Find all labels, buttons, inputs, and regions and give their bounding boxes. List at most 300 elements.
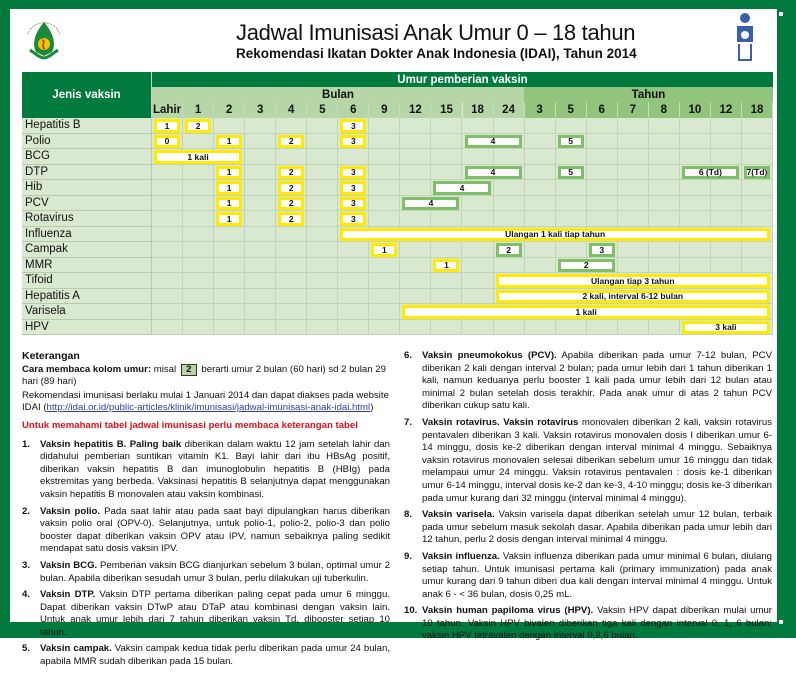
note-item bbox=[22, 560, 390, 585]
note-number: 8. bbox=[404, 509, 413, 521]
grid-cell bbox=[680, 149, 711, 165]
dose-marker: 1 bbox=[216, 166, 242, 180]
grid-cell bbox=[400, 180, 431, 196]
grid-cell bbox=[369, 320, 400, 336]
note-text: Vaksin hepatitis B. Paling baik diberikan dalam waktu 12 jam setelah lahir dan didahului pemberian suntikan vitamin K1. Bayi lahir dari ibu HBsAg positif, diberikan vaksin hepatitis B dan imunoglobulin hepatitis B (HBIg) pada ekstremitas yang berbeda. Vaksinasi hepatitis B selanjutnya dapat menggunakan vaksin hepatitis B monovalen atau vaksin kombinasi. bbox=[40, 438, 390, 500]
column-header: 18 bbox=[463, 102, 494, 118]
grid-cell bbox=[494, 149, 525, 165]
grid-cell bbox=[400, 118, 431, 134]
grid-cell bbox=[307, 196, 338, 212]
grid-cell bbox=[556, 211, 587, 227]
grid-cell bbox=[431, 149, 462, 165]
grid-cell bbox=[276, 227, 307, 243]
grid-cell bbox=[711, 196, 742, 212]
grid-cell bbox=[618, 149, 649, 165]
column-header: 6 bbox=[338, 102, 369, 118]
grid-cell bbox=[618, 242, 649, 258]
page-title: Jadwal Imunisasi Anak Umur 0 – 18 tahun bbox=[236, 20, 636, 45]
grid-cell bbox=[307, 242, 338, 258]
frame-top bbox=[0, 0, 796, 9]
grid-cell bbox=[711, 134, 742, 150]
grid-cell bbox=[276, 242, 307, 258]
read-instructions bbox=[22, 364, 390, 389]
vaccine-name: PCV bbox=[22, 196, 152, 212]
grid-cell bbox=[276, 289, 307, 305]
grid-cell bbox=[183, 180, 214, 196]
grid-cell bbox=[680, 180, 711, 196]
grid-cell bbox=[214, 304, 245, 320]
page-subtitle: Rekomendasi Ikatan Dokter Anak Indonesia (IDAI), Tahun 2014 bbox=[236, 46, 637, 61]
dose-marker: 3 kali bbox=[682, 321, 770, 335]
grid-cell bbox=[618, 165, 649, 181]
grid-cell bbox=[742, 149, 773, 165]
dose-marker: 2 bbox=[185, 119, 211, 133]
grid-cell bbox=[245, 304, 276, 320]
grid-cell bbox=[587, 149, 618, 165]
note-number: 10. bbox=[404, 605, 418, 617]
grid-cell bbox=[152, 165, 183, 181]
grid-cell bbox=[152, 227, 183, 243]
vaccine-name: Hib bbox=[22, 180, 152, 196]
grid-cell bbox=[152, 211, 183, 227]
grid-cell bbox=[587, 165, 618, 181]
vaccine-name: DTP bbox=[22, 165, 152, 181]
column-header: 12 bbox=[400, 102, 431, 118]
column-header: 3 bbox=[245, 102, 276, 118]
dose-marker: 1 bbox=[216, 197, 242, 211]
grid-cell bbox=[525, 134, 556, 150]
dose-marker: 3 bbox=[340, 166, 366, 180]
grid-cell bbox=[525, 320, 556, 336]
grid-cell bbox=[369, 273, 400, 289]
grid-cell bbox=[183, 320, 214, 336]
column-header: 8 bbox=[649, 102, 680, 118]
grid-cell bbox=[556, 320, 587, 336]
grid-cell bbox=[742, 242, 773, 258]
dose-marker: 4 bbox=[402, 197, 459, 211]
dose-marker: 3 bbox=[340, 135, 366, 149]
grid-cell bbox=[245, 320, 276, 336]
grid-cell bbox=[338, 320, 369, 336]
grid-cell bbox=[307, 134, 338, 150]
grid-cell bbox=[680, 258, 711, 274]
grid-cell bbox=[276, 304, 307, 320]
read-pre: misal bbox=[151, 363, 179, 375]
column-header: 3 bbox=[525, 102, 556, 118]
grid-cell bbox=[431, 165, 462, 181]
column-header: 1 bbox=[183, 102, 214, 118]
grid-cell bbox=[214, 258, 245, 274]
grid-cell bbox=[494, 180, 525, 196]
dose-marker: 3 bbox=[340, 181, 366, 195]
rec-close: ) bbox=[370, 402, 374, 414]
grid-cell bbox=[431, 118, 462, 134]
notes-right-column bbox=[404, 350, 772, 647]
idai-logo-icon bbox=[20, 14, 68, 62]
note-number: 5. bbox=[22, 643, 31, 655]
grid-cell bbox=[245, 149, 276, 165]
dose-marker: Ulangan tiap 3 tahun bbox=[496, 274, 770, 288]
dose-marker: 5 bbox=[558, 166, 584, 180]
grid-cell bbox=[338, 149, 369, 165]
grid-cell bbox=[245, 165, 276, 181]
grid-cell bbox=[742, 196, 773, 212]
grid-cell bbox=[307, 227, 338, 243]
note-item bbox=[404, 509, 772, 547]
grid-cell bbox=[525, 165, 556, 181]
grid-cell bbox=[183, 196, 214, 212]
grid-cell bbox=[649, 149, 680, 165]
note-item bbox=[22, 506, 390, 556]
column-header: 2 bbox=[214, 102, 245, 118]
grid-cell bbox=[152, 258, 183, 274]
grid-cell bbox=[556, 242, 587, 258]
grid-cell bbox=[431, 211, 462, 227]
grid-cell bbox=[276, 149, 307, 165]
grid-cell bbox=[214, 273, 245, 289]
grid-cell bbox=[618, 134, 649, 150]
frame-left bbox=[0, 0, 10, 638]
dose-marker: 5 bbox=[558, 135, 584, 149]
grid-cell bbox=[214, 320, 245, 336]
grid-cell bbox=[183, 273, 214, 289]
grid-cell bbox=[618, 118, 649, 134]
column-header: 5 bbox=[556, 102, 587, 118]
grid-cell bbox=[711, 211, 742, 227]
grid-cell bbox=[618, 258, 649, 274]
vaccine-name: Hepatitis B bbox=[22, 118, 152, 134]
grid-cell bbox=[214, 242, 245, 258]
vaccine-name: Polio bbox=[22, 134, 152, 150]
grid-cell bbox=[245, 180, 276, 196]
dose-marker: 3 bbox=[340, 197, 366, 211]
note-text: Vaksin rotavirus. Vaksin rotavirus monovalen diberikan 2 kali, vaksin rotavirus pentavalen diberikan 3 kali. Vaksin rotavirus monovalen dosis I diberikan umur 6-14 minggu, dosis ke-2 diberikan dengan interval minimal 4 minggu. Sebaiknya vaksin rotavirus monovalen selesai diberikan sebelum umur 16 minggu dan tidak melampaui umur 24 minggu. Vaksin rotavirus pentavalen : dosis ke-1 diberikan umur 6-14 minggu, interval dosis ke-2 dan ke-3, 4-10 minggu; dosis ke-3 diberikan pada umur kurang dari 32 minggu (interval minimal 4 minggu). bbox=[422, 416, 772, 504]
grid-cell bbox=[680, 118, 711, 134]
note-number: 1. bbox=[22, 438, 31, 450]
dose-marker: 2 bbox=[278, 197, 304, 211]
warning-note: Untuk memahami tabel jadwal imunisasi perlu membaca keterangan tabel bbox=[22, 419, 358, 431]
grid-cell bbox=[152, 180, 183, 196]
note-text: Vaksin influenza. Vaksin influenza diberikan pada umur minimal 6 bulan, diulang setiap tahun. Untuk imunisasi pertama kali (primary immunization) pada anak umur kurang dari 9 tahun diberi dua kali dengan interval minimal 4 minggu. Untuk anak 6 - < 36 bulan, dosis 0,25 mL. bbox=[422, 550, 773, 600]
grid-cell bbox=[338, 304, 369, 320]
rec-text: Rekomendasi imunisasi berlaku mulai 1 Januari 2014 dan dapat diakses pada website IDAI ( bbox=[22, 389, 389, 414]
note-number: 9. bbox=[404, 550, 413, 562]
grid-cell bbox=[587, 180, 618, 196]
note-text: Vaksin DTP. Vaksin DTP pertama diberikan paling cepat pada umur 6 minggu. Dapat diberikan vaksin DTwP atau DTaP atau kombinasi dengan vaksin lain. Untuk anak umur lebih dari 7 tahun diberikan vaksin Td, dibooster setiap 10 tahun. bbox=[40, 589, 390, 638]
grid-cell bbox=[742, 134, 773, 150]
grid-cell bbox=[431, 273, 462, 289]
grid-cell bbox=[618, 211, 649, 227]
grid-cell bbox=[307, 180, 338, 196]
grid-cell bbox=[338, 289, 369, 305]
grid-cell bbox=[183, 289, 214, 305]
months-group-header: Bulan bbox=[152, 87, 524, 102]
grid-cell bbox=[649, 165, 680, 181]
vaccine-name: MMR bbox=[22, 258, 152, 274]
grid-cell bbox=[307, 165, 338, 181]
grid-cell bbox=[711, 258, 742, 274]
note-text: Vaksin BCG. Pemberian vaksin BCG dianjurkan sebelum 3 bulan, optimal umur 2 bulan. Apabila diberikan sesudah umur 3 bulan, perlu dilakukan uji tuberkulin. bbox=[40, 559, 390, 584]
grid-cell bbox=[649, 180, 680, 196]
grid-cell bbox=[711, 180, 742, 196]
grid-cell bbox=[183, 211, 214, 227]
grid-cell bbox=[245, 196, 276, 212]
column-header: 5 bbox=[307, 102, 338, 118]
grid-cell bbox=[711, 149, 742, 165]
dose-marker: 6 (Td) bbox=[682, 166, 739, 180]
grid-cell bbox=[245, 211, 276, 227]
grid-cell bbox=[494, 258, 525, 274]
note-number: 7. bbox=[404, 416, 413, 428]
grid-cell bbox=[618, 196, 649, 212]
grid-cell bbox=[307, 289, 338, 305]
grid-cell bbox=[463, 258, 494, 274]
grid-cell bbox=[400, 242, 431, 258]
grid-cell bbox=[369, 134, 400, 150]
vaccine-name: Varisela bbox=[22, 304, 152, 320]
grid-cell bbox=[463, 118, 494, 134]
note-number: 4. bbox=[22, 589, 31, 601]
dose-marker: 4 bbox=[465, 166, 522, 180]
grid-cell bbox=[431, 289, 462, 305]
grid-cell bbox=[183, 227, 214, 243]
column-header: 6 bbox=[587, 102, 618, 118]
note-item bbox=[404, 605, 772, 643]
grid-cell bbox=[276, 320, 307, 336]
grid-cell bbox=[245, 134, 276, 150]
grid-cell bbox=[183, 304, 214, 320]
grid-cell bbox=[369, 165, 400, 181]
grid-cell bbox=[400, 211, 431, 227]
grid-cell bbox=[680, 242, 711, 258]
corner-mark bbox=[13, 12, 17, 16]
grid-cell bbox=[494, 320, 525, 336]
grid-cell bbox=[369, 258, 400, 274]
dose-marker: 1 bbox=[216, 135, 242, 149]
grid-cell bbox=[463, 211, 494, 227]
frame-right bbox=[777, 0, 796, 638]
note-text: Vaksin human papiloma virus (HPV). Vaksin HPV dapat diberikan mulai umur 10 tahun. Vaksin HPV bivalen diberikan tiga kali dengan interval 0, 1, 6 bulan; vaksin HPV tetravalen dengan interval 0,2,6 bulan. bbox=[422, 605, 772, 642]
grid-cell bbox=[400, 320, 431, 336]
column-header: Lahir bbox=[152, 104, 182, 116]
grid-cell bbox=[525, 258, 556, 274]
grid-cell bbox=[525, 180, 556, 196]
grid-cell bbox=[556, 196, 587, 212]
grid-cell bbox=[649, 134, 680, 150]
grid-cell bbox=[245, 227, 276, 243]
recommendation-text bbox=[22, 390, 390, 415]
grid-cell bbox=[245, 118, 276, 134]
grid-cell bbox=[245, 289, 276, 305]
grid-cell bbox=[711, 118, 742, 134]
grid-cell bbox=[369, 149, 400, 165]
dose-marker: 1 bbox=[216, 181, 242, 195]
read-label: Cara membaca kolom umur: bbox=[22, 363, 152, 375]
grid-cell bbox=[369, 304, 400, 320]
dose-marker: 7(Td) bbox=[744, 166, 770, 180]
grid-cell bbox=[400, 273, 431, 289]
column-header: 24 bbox=[494, 102, 525, 118]
immunization-schedule-table bbox=[22, 72, 773, 335]
grid-cell bbox=[400, 258, 431, 274]
grid-cell bbox=[307, 258, 338, 274]
grid-cell bbox=[214, 118, 245, 134]
vaccine-name: BCG bbox=[22, 149, 152, 165]
idai-website-link[interactable]: http://idai.or.id/public-articles/klinik/imunisasi/jadwal-imunisasi-anak-idai.html bbox=[46, 402, 371, 414]
grid-cell bbox=[152, 273, 183, 289]
example-cell: 2 bbox=[181, 364, 197, 376]
grid-cell bbox=[525, 196, 556, 212]
grid-cell bbox=[463, 320, 494, 336]
grid-cell bbox=[214, 289, 245, 305]
note-item bbox=[22, 589, 390, 639]
grid-cell bbox=[525, 211, 556, 227]
grid-cell bbox=[183, 242, 214, 258]
grid-cell bbox=[307, 304, 338, 320]
column-header: 18 bbox=[742, 102, 773, 118]
grid-cell bbox=[525, 118, 556, 134]
grid-cell bbox=[494, 211, 525, 227]
grid-cell bbox=[152, 289, 183, 305]
grid-cell bbox=[587, 320, 618, 336]
column-header: 12 bbox=[711, 102, 742, 118]
corner-mark bbox=[779, 620, 783, 624]
notes-title: Keterangan bbox=[22, 350, 80, 362]
dose-marker: 4 bbox=[465, 135, 522, 149]
grid-cell bbox=[431, 134, 462, 150]
note-number: 6. bbox=[404, 350, 413, 361]
grid-cell bbox=[463, 149, 494, 165]
grid-cell bbox=[400, 149, 431, 165]
grid-cell bbox=[649, 211, 680, 227]
grid-cell bbox=[463, 273, 494, 289]
grid-cell bbox=[494, 118, 525, 134]
grid-cell bbox=[152, 196, 183, 212]
grid-cell bbox=[711, 242, 742, 258]
grid-cell bbox=[307, 320, 338, 336]
grid-cell bbox=[183, 165, 214, 181]
grid-cell bbox=[307, 273, 338, 289]
column-header: 15 bbox=[431, 102, 462, 118]
grid-cell bbox=[742, 211, 773, 227]
grid-cell bbox=[587, 211, 618, 227]
grid-cell bbox=[183, 134, 214, 150]
vaccine-name: Campak bbox=[22, 242, 152, 258]
grid-cell bbox=[742, 180, 773, 196]
grid-cell bbox=[680, 196, 711, 212]
grid-cell bbox=[276, 258, 307, 274]
grid-cell bbox=[463, 242, 494, 258]
dose-marker: 1 kali bbox=[402, 305, 770, 319]
vaccine-name: Tifoid bbox=[22, 273, 152, 289]
vaccine-name: Rotavirus bbox=[22, 211, 152, 227]
grid-cell bbox=[400, 289, 431, 305]
dose-marker: 2 bbox=[496, 243, 522, 257]
column-header: 4 bbox=[276, 102, 307, 118]
dose-marker: 2 bbox=[278, 212, 304, 226]
column-header: 9 bbox=[369, 102, 400, 118]
grid-cell bbox=[742, 118, 773, 134]
grid-cell bbox=[369, 211, 400, 227]
column-header: 10 bbox=[680, 102, 711, 118]
note-item bbox=[22, 439, 390, 502]
dose-marker: 1 kali bbox=[154, 150, 242, 164]
grid-cell bbox=[183, 258, 214, 274]
grid-cell bbox=[525, 149, 556, 165]
grid-cell bbox=[587, 118, 618, 134]
age-header: Umur pemberian vaksin bbox=[152, 72, 773, 87]
grid-cell bbox=[649, 118, 680, 134]
note-text: Vaksin varisela. Vaksin varisela dapat diberikan setelah umur 12 bulan, terbaik pada umur sebelum masuk sekolah dasar. Apabila diberikan pada umur lebih dari 12 tahun, perlu 2 dosis dengan interval minimal 4 minggu. bbox=[422, 509, 772, 546]
years-group-header: Tahun bbox=[524, 87, 773, 102]
grid-cell bbox=[338, 242, 369, 258]
child-figure-icon bbox=[732, 12, 758, 64]
grid-cell bbox=[680, 134, 711, 150]
grid-cell bbox=[369, 180, 400, 196]
note-text: Vaksin campak. Vaksin campak kedua tidak perlu diberikan pada umur 24 bulan, apabila MMR sudah diberikan pada 15 bulan. bbox=[40, 643, 391, 668]
grid-cell bbox=[245, 258, 276, 274]
vaccine-type-header: Jenis vaksin bbox=[22, 72, 152, 118]
dose-marker: 0 bbox=[154, 135, 180, 149]
grid-cell bbox=[369, 196, 400, 212]
grid-cell bbox=[494, 196, 525, 212]
grid-cell bbox=[649, 258, 680, 274]
note-number: 2. bbox=[22, 505, 31, 517]
read-post: berarti umur 2 bulan (60 hari) sd 2 bulan 29 hari (89 hari) bbox=[22, 363, 386, 388]
corner-mark bbox=[779, 12, 783, 16]
grid-cell bbox=[463, 289, 494, 305]
grid-cell bbox=[307, 149, 338, 165]
grid-cell bbox=[400, 165, 431, 181]
dose-marker: 2 bbox=[278, 166, 304, 180]
column-header: 7 bbox=[618, 102, 649, 118]
vaccine-name: Hepatitis A bbox=[22, 289, 152, 305]
dose-marker: 2 bbox=[278, 135, 304, 149]
dose-marker: 1 bbox=[371, 243, 397, 257]
dose-marker: 1 bbox=[216, 212, 242, 226]
grid-cell bbox=[338, 258, 369, 274]
note-item bbox=[404, 350, 772, 413]
grid-cell bbox=[556, 118, 587, 134]
dose-marker: 3 bbox=[589, 243, 615, 257]
grid-cell bbox=[742, 258, 773, 274]
grid-cell bbox=[525, 242, 556, 258]
dose-marker: 4 bbox=[433, 181, 490, 195]
grid-cell bbox=[245, 242, 276, 258]
grid-cell bbox=[152, 304, 183, 320]
dose-marker: 3 bbox=[340, 119, 366, 133]
dose-marker: Ulangan 1 kali tiap tahun bbox=[340, 228, 770, 242]
note-item bbox=[404, 551, 772, 601]
note-number: 3. bbox=[22, 559, 31, 571]
grid-cell bbox=[618, 180, 649, 196]
grid-cell bbox=[276, 118, 307, 134]
grid-cell bbox=[431, 242, 462, 258]
grid-cell bbox=[649, 242, 680, 258]
grid-cell bbox=[400, 134, 431, 150]
grid-cell bbox=[618, 320, 649, 336]
grid-cell bbox=[649, 196, 680, 212]
note-item bbox=[22, 643, 390, 668]
dose-marker: 3 bbox=[340, 212, 366, 226]
dose-marker: 2 bbox=[278, 181, 304, 195]
grid-cell bbox=[245, 273, 276, 289]
dose-marker: 2 kali, interval 6-12 bulan bbox=[496, 290, 770, 304]
grid-cell bbox=[307, 211, 338, 227]
grid-cell bbox=[338, 273, 369, 289]
grid-cell bbox=[369, 118, 400, 134]
grid-cell bbox=[152, 242, 183, 258]
